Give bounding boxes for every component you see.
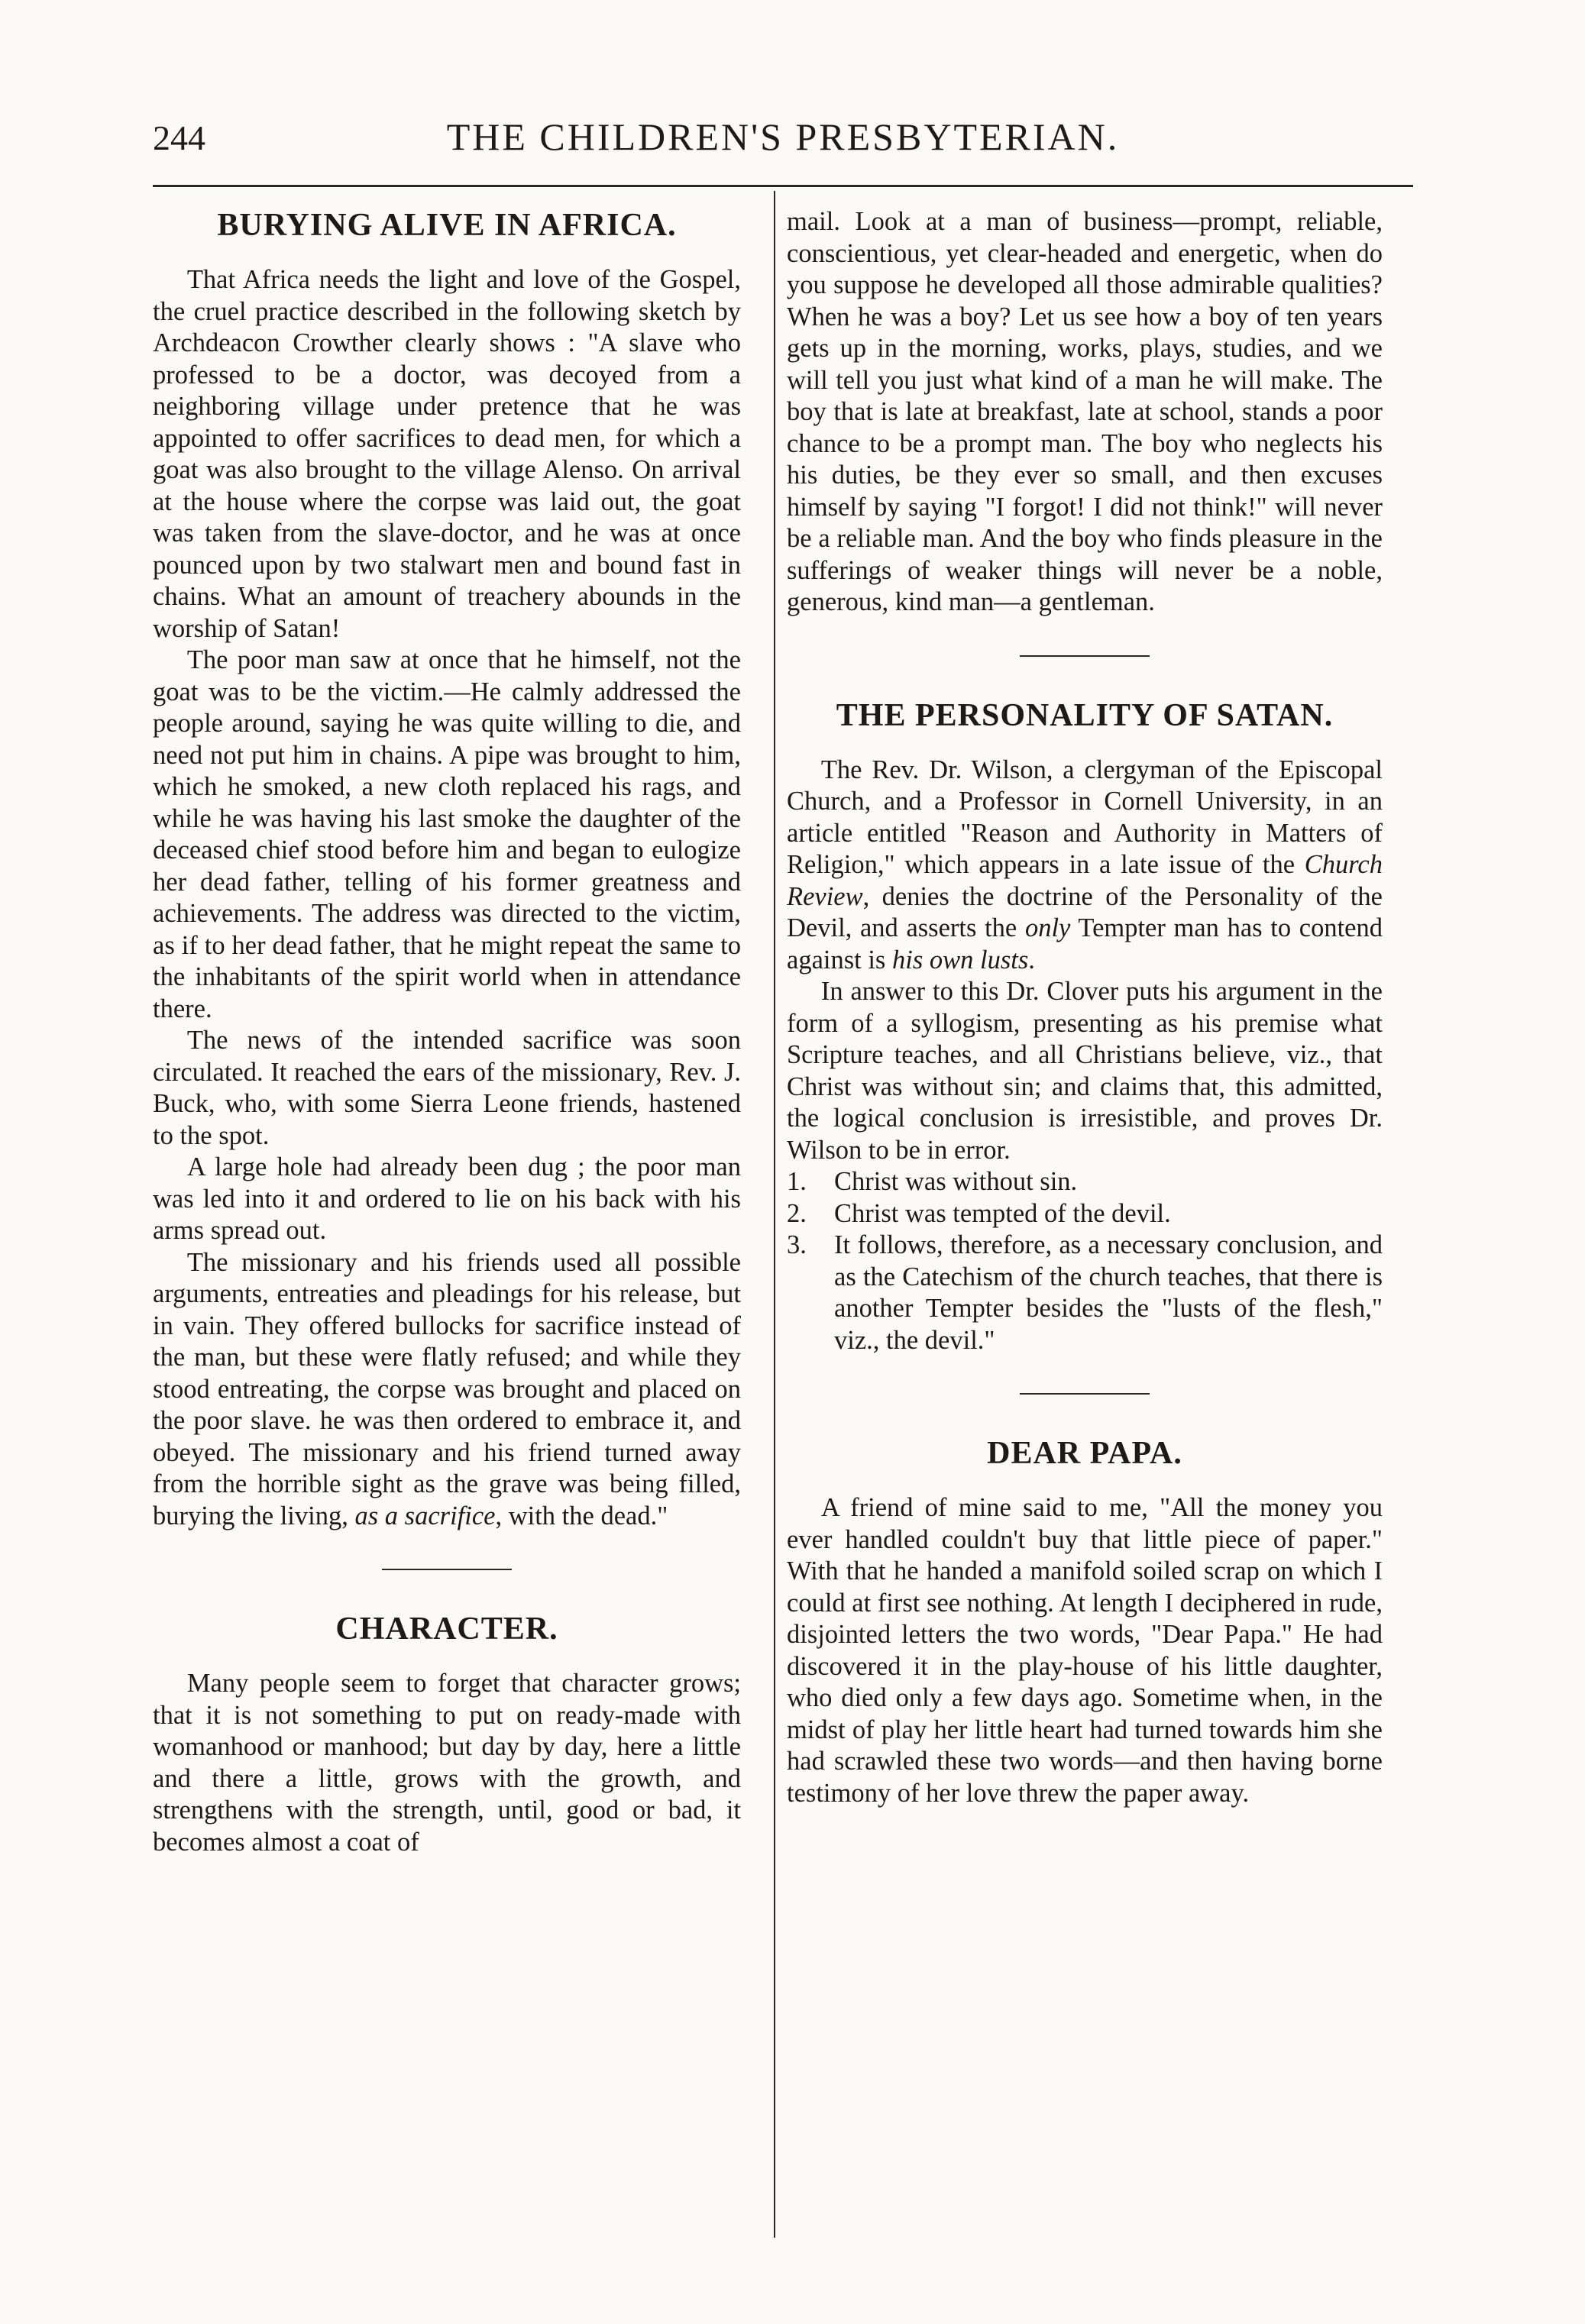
section-separator [382, 1569, 512, 1570]
article-paragraph-final [153, 1247, 741, 1533]
list-number: 2. [787, 1198, 807, 1228]
italic-phrase: as a sacrifice [354, 1501, 496, 1530]
article-paragraph [787, 755, 1383, 977]
article-title-character: CHARACTER. [335, 1611, 558, 1647]
continued-paragraph: mail. Look at a man of business—prompt, reliable, conscientious, yet clear-headed and energetic, when do you suppose he developed all those admirable qualities? When he was a boy? Let us see how a boy of ten years gets up in the morning, works, plays, studies, and we will tell you just what kind of a man he will make. The boy that is late at breakfast, late at school, stands a poor chance to be a prompt man. The boy who neglects his his duties, be they ever so small, and then excuses himself by saying "I forgot! I did not think!" will never be a reliable man. And the boy who finds pleasure in the sufferings of weaker things will never be a noble, generous, kind man—a gentleman. [787, 207, 1383, 616]
article-title-personality-of-satan: THE PERSONALITY OF SATAN. [836, 697, 1334, 733]
paragraph-text: The missionary and his friends used all possible arguments, entreaties and pleadings for his release, but in vain. They offered bullocks for sacrifice instead of the man, but these were flatly refused; and while they stood entreating, the corpse was brought and placed on the poor slave. he was then ordered to embrace it, and obeyed. The missionary and his friend turned away from the horrible sight as the grave was being filled, burying the living, [153, 1247, 741, 1530]
column-divider [774, 191, 775, 2238]
italic-phrase: his own lusts [891, 945, 1029, 975]
italic-phrase: Church Review [787, 850, 1383, 911]
paragraph-text: Tempter man has to contend against is [787, 913, 1383, 975]
list-text: It follows, therefore, as a necessary conclusion, and as the Catechism of the church teaches, that there is another Tempter besides the "lusts of the flesh," viz., the devil." [834, 1230, 1383, 1355]
article-paragraph: That Africa needs the light and love of the Gospel, the cruel practice described in the following sketch by Archdeacon Crowther clearly shows : "A slave who professed to be a doctor, was decoyed from a neighboring village under pretence that he was appointed to offer sacrifices to dead men, for which a goat was also brought to the village Alenso. On arrival at the house where the corpse was laid out, the goat was taken from the slave-doctor, and he was at once pounced upon by two stalwart men and bound fast in chains. What an amount of treachery abounds in the worship of Satan! [153, 265, 741, 643]
article-paragraph: A friend of mine said to me, "All the money you ever handled couldn't buy that little piece of paper." With that he handed a manifold soiled scrap on which I could at first see nothing. At length I deciphered in rude, disjointed letters the two words, "Dear Papa." He had discovered it in the play-house of his little daughter, who died only a few days ago. Sometime when, in the midst of play her little heart had turned towards him she had scrawled these two words—and then having borne testimony of her love threw the paper away. [787, 1493, 1383, 1808]
article-paragraph: In answer to this Dr. Clover puts his argument in the form of a syllogism, presenting as his premise what Scripture teaches, and all Christians believe, viz., that Christ was without sin; and claims that, this admitted, the logical conclusion is irresistible, and proves Dr. Wilson to be in error. [787, 977, 1383, 1165]
list-item [787, 1198, 1383, 1230]
list-text: Christ was without sin. [834, 1167, 1078, 1196]
article-title-dear-papa: DEAR PAPA. [987, 1436, 1182, 1471]
article-title-burying-alive: BURYING ALIVE IN AFRICA. [217, 208, 677, 243]
list-text: Christ was tempted of the devil. [834, 1198, 1171, 1228]
page-number: 244 [153, 118, 205, 157]
header-rule [153, 185, 1413, 187]
list-item [787, 1230, 1383, 1356]
article-paragraph: Many people seem to forget that character grows; that it is not something to put on ready-made with womanhood or manhood; but day by day, here a little and there a little, grows with the growth, and strengthens with the strength, until, good or bad, it becomes almost a coat of [153, 1669, 741, 1857]
article-paragraph: The poor man saw at once that he himself, not the goat was to be the victim.—He calmly addressed the people around, saying he was quite willing to die, and need not put him in chains. A pipe was brought to him, which he smoked, a new cloth replaced his rags, and while he was having his last smoke the daughter of the deceased chief stood before him and began to eulogize her dead father, telling of his former greatness and achievements. The address was directed to the victim, as if to her dead father, that he might repeat the same to the inhabitants of the spirit world when in attendance there. [153, 645, 741, 1023]
article-paragraph: A large hole had already been dug ; the poor man was led into it and ordered to lie on his back with his arms spread out. [153, 1152, 741, 1245]
running-title: THE CHILDREN'S PRESBYTERIAN. [446, 115, 1120, 158]
list-number: 3. [787, 1230, 807, 1259]
italic-phrase: only [1024, 913, 1071, 942]
section-separator [1020, 1393, 1150, 1395]
section-separator [1020, 655, 1150, 657]
list-item [787, 1166, 1383, 1198]
page-header [153, 115, 1413, 168]
right-column [787, 206, 1383, 2230]
paragraph-text: The Rev. Dr. Wilson, a clergyman of the Episcopal Church, and a Professor in Cornell University, in an article entitled "Reason and Authority in Matters of Religion," which appears in a late issue of the [787, 755, 1383, 879]
paragraph-tail: , with the dead." [495, 1501, 668, 1530]
paragraph-text: . [1028, 945, 1035, 975]
article-paragraph: The news of the intended sacrifice was soon circulated. It reached the ears of the missionary, Rev. J. Buck, who, with some Sierra Leone friends, hastened to the spot. [153, 1026, 741, 1150]
paragraph-text: , denies the doctrine of the Personality of the Devil, and asserts the [787, 881, 1383, 942]
left-column [153, 206, 741, 2230]
list-number: 1. [787, 1167, 807, 1196]
